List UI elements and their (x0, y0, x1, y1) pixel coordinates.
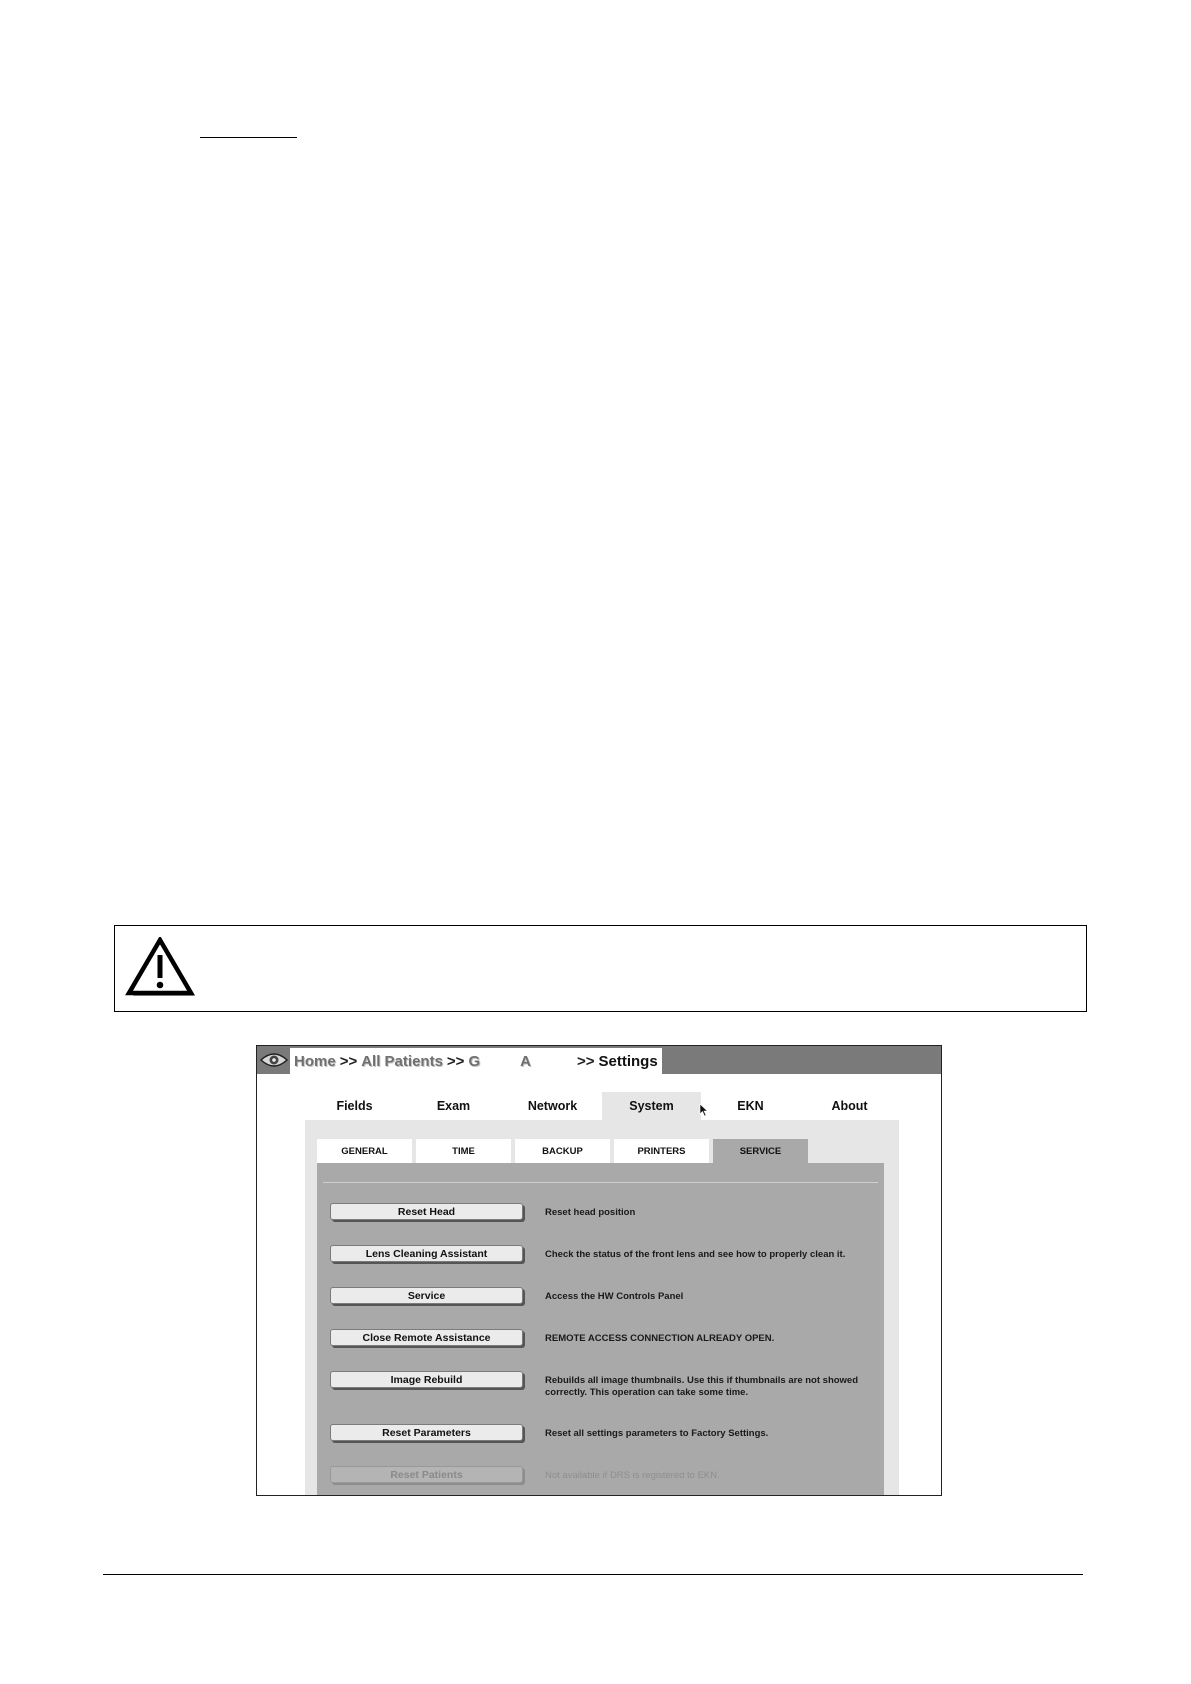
tab-fields[interactable]: Fields (305, 1092, 404, 1120)
eye-icon (259, 1051, 289, 1069)
reset-patients-button[interactable]: Reset Patients (330, 1466, 523, 1483)
service-description: Access the HW Controls Panel (545, 1291, 684, 1302)
mouse-cursor-icon (699, 1103, 709, 1117)
service-panel (317, 1163, 884, 1496)
breadcrumb (290, 1048, 662, 1074)
subtab-general[interactable]: GENERAL (317, 1139, 412, 1163)
tab-exam[interactable]: Exam (404, 1092, 503, 1120)
image-rebuild-button[interactable]: Image Rebuild (330, 1371, 523, 1388)
breadcrumb-separator: >> (446, 1052, 465, 1070)
reset-head-button[interactable]: Reset Head (330, 1203, 523, 1220)
footer-rule (103, 1574, 1083, 1575)
subtab-backup[interactable]: BACKUP (515, 1139, 610, 1163)
reset-parameters-description: Reset all settings parameters to Factory Settings. (545, 1428, 769, 1439)
tab-system[interactable]: System (602, 1092, 701, 1120)
breadcrumb-all-patients-link[interactable]: All Patients (361, 1052, 443, 1070)
lens-cleaning-description: Check the status of the front lens and see how to properly clean it. (545, 1249, 846, 1260)
tab-network[interactable]: Network (503, 1092, 602, 1120)
reset-patients-description: Not available if DRS is registered to EKN. (545, 1470, 720, 1481)
remote-assistance-description: REMOTE ACCESS CONNECTION ALREADY OPEN. (545, 1333, 775, 1344)
breadcrumb-separator: >> (339, 1052, 358, 1070)
breadcrumb-current: Settings (598, 1052, 658, 1070)
warning-box (114, 925, 1087, 1012)
settings-screenshot (256, 1045, 942, 1496)
system-panel (305, 1120, 899, 1496)
reset-parameters-button[interactable]: Reset Parameters (330, 1424, 523, 1441)
subtab-printers[interactable]: PRINTERS (614, 1139, 709, 1163)
reset-head-description: Reset head position (545, 1207, 636, 1218)
image-rebuild-description: Rebuilds all image thumbnails. Use this if thumbnails are not showed correctly. This operation can take some time. (545, 1375, 859, 1398)
header-rule (200, 137, 297, 138)
subtab-time[interactable]: TIME (416, 1139, 511, 1163)
tab-about[interactable]: About (800, 1092, 899, 1120)
warning-triangle-icon (125, 937, 197, 999)
service-button[interactable]: Service (330, 1287, 523, 1304)
main-tab-bar (305, 1092, 899, 1120)
title-bar (257, 1046, 941, 1074)
breadcrumb-separator: >> (576, 1052, 595, 1070)
patient-last-initial: A (520, 1052, 531, 1070)
tab-ekn[interactable]: EKN (701, 1092, 800, 1120)
breadcrumb-patient-link[interactable] (464, 1053, 531, 1070)
divider (323, 1182, 878, 1183)
lens-cleaning-assistant-button[interactable]: Lens Cleaning Assistant (330, 1245, 523, 1262)
subtab-service[interactable]: SERVICE (713, 1139, 808, 1163)
patient-first-initial: G (468, 1052, 481, 1070)
close-remote-assistance-button[interactable]: Close Remote Assistance (330, 1329, 523, 1346)
sub-tab-bar (317, 1139, 808, 1163)
breadcrumb-home-link[interactable]: Home (294, 1052, 336, 1070)
